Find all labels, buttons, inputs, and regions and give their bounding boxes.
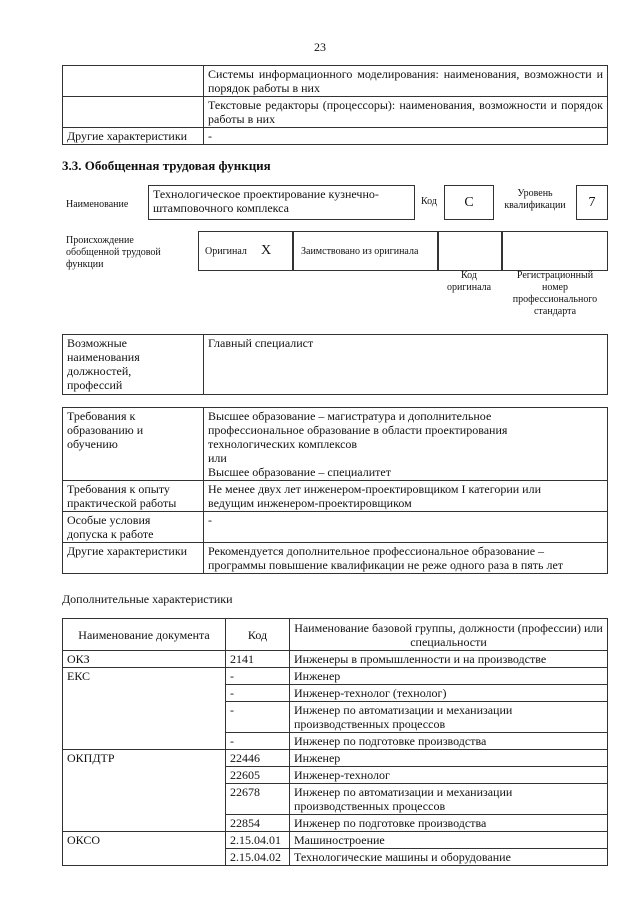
doc-title: Инженер (290, 750, 608, 767)
level-value: 7 (588, 195, 596, 210)
naming-value: Технологическое проектирование кузнечно-штамповочного комплекса (153, 187, 379, 215)
table-row (63, 97, 608, 128)
origin-original-box (198, 231, 294, 271)
doc-title: Инженер-технолог (технолог) (290, 685, 608, 702)
table-row (63, 750, 608, 767)
table-row (63, 481, 608, 512)
requirement-value: - (204, 512, 608, 543)
origin-borrowed-box (292, 231, 439, 271)
doc-title: Инженеры в промышленности и на производстве (290, 651, 608, 668)
positions-table (62, 334, 608, 395)
requirement-label: Требования к образованию и обучению (63, 408, 204, 481)
additional-table (62, 618, 608, 866)
table-row (63, 651, 608, 668)
doc-code: - (226, 702, 290, 733)
doc-code: 22605 (226, 767, 290, 784)
doc-title: Технологические машины и оборудование (290, 849, 608, 866)
doc-code: 22678 (226, 784, 290, 815)
doc-code: - (226, 733, 290, 750)
doc-code: 2141 (226, 651, 290, 668)
top-table (62, 65, 608, 145)
header-code: Код (226, 619, 290, 651)
doc-title: Машиностроение (290, 832, 608, 849)
doc-code: 22854 (226, 815, 290, 832)
original-mark: X (261, 243, 272, 258)
table-row (63, 408, 608, 481)
doc-name: ОКСО (63, 832, 226, 866)
origin-reg-box (501, 231, 608, 271)
requirement-label: Особые условия допуска к работе (63, 512, 204, 543)
header-document: Наименование документа (63, 619, 226, 651)
origin-code-box (437, 231, 503, 271)
table-row (63, 66, 608, 97)
doc-name: ОКПДТР (63, 750, 226, 832)
page-number: 23 (314, 40, 326, 54)
doc-name: ЕКС (63, 668, 226, 750)
additional-title: Дополнительные характеристики (62, 592, 233, 606)
naming-value-box (148, 185, 415, 220)
doc-code: 2.15.04.01 (226, 832, 290, 849)
reg-caption: Регистрационный номер профессионального стандарта (512, 270, 598, 317)
doc-code: 22446 (226, 750, 290, 767)
table-row (63, 335, 608, 395)
positions-value: Главный специалист (204, 335, 608, 395)
code-caption: Код оригинала (446, 270, 492, 293)
doc-title: Инженер-технолог (290, 767, 608, 784)
requirement-label: Требования к опыту практической работы (63, 481, 204, 512)
table-row (63, 543, 608, 574)
table-row (63, 668, 608, 685)
doc-title: Инженер по автоматизации и механизации производственных процессов (290, 784, 608, 815)
doc-title: Инженер по подготовке производства (290, 733, 608, 750)
code-value: C (464, 195, 474, 210)
header-name: Наименование базовой группы, должности (профессии) или специальности (290, 619, 608, 651)
doc-code: 2.15.04.02 (226, 849, 290, 866)
original-label: Оригинал (205, 246, 247, 257)
requirement-value: Высшее образование – магистратура и дополнительное профессиональное образование в области проектирования технологических комплексов или Высшее образование – специалитет (204, 408, 608, 481)
section-title: 3.3. Обобщенная трудовая функция (62, 158, 271, 173)
code-value-box (444, 185, 494, 220)
table-cell-label (63, 97, 204, 128)
table-cell-value: Системы информационного моделирования: наименования, возможности и порядок работы в них (204, 66, 608, 97)
table-row (63, 832, 608, 849)
requirements-table (62, 407, 608, 574)
requirement-value: Не менее двух лет инженером-проектировщиком I категории или ведущим инженером-проектировщиком (204, 481, 608, 512)
doc-code: - (226, 668, 290, 685)
code-label: Код (421, 196, 437, 207)
positions-label: Возможные наименования должностей, профессий (63, 335, 204, 395)
requirement-label: Другие характеристики (63, 543, 204, 574)
level-label: Уровень квалификации (504, 188, 566, 211)
doc-title: Инженер по подготовке производства (290, 815, 608, 832)
table-cell-label: Другие характеристики (63, 128, 204, 145)
table-row (63, 512, 608, 543)
level-value-box (576, 185, 608, 220)
table-cell-value: Текстовые редакторы (процессоры): наименования, возможности и порядок работы в них (204, 97, 608, 128)
doc-title: Инженер по автоматизации и механизации производственных процессов (290, 702, 608, 733)
table-cell-value: - (204, 128, 608, 145)
table-header-row (63, 619, 608, 651)
doc-name: ОКЗ (63, 651, 226, 668)
origin-label: Происхождение обобщенной трудовой функции (66, 235, 161, 270)
requirement-value: Рекомендуется дополнительное профессиональное образование – программы повышение квалификации не реже одного раза в пять лет (204, 543, 608, 574)
doc-title: Инженер (290, 668, 608, 685)
borrowed-label: Заимствовано из оригинала (301, 246, 419, 257)
table-row (63, 128, 608, 145)
naming-label: Наименование (66, 199, 129, 210)
doc-code: - (226, 685, 290, 702)
table-cell-label (63, 66, 204, 97)
